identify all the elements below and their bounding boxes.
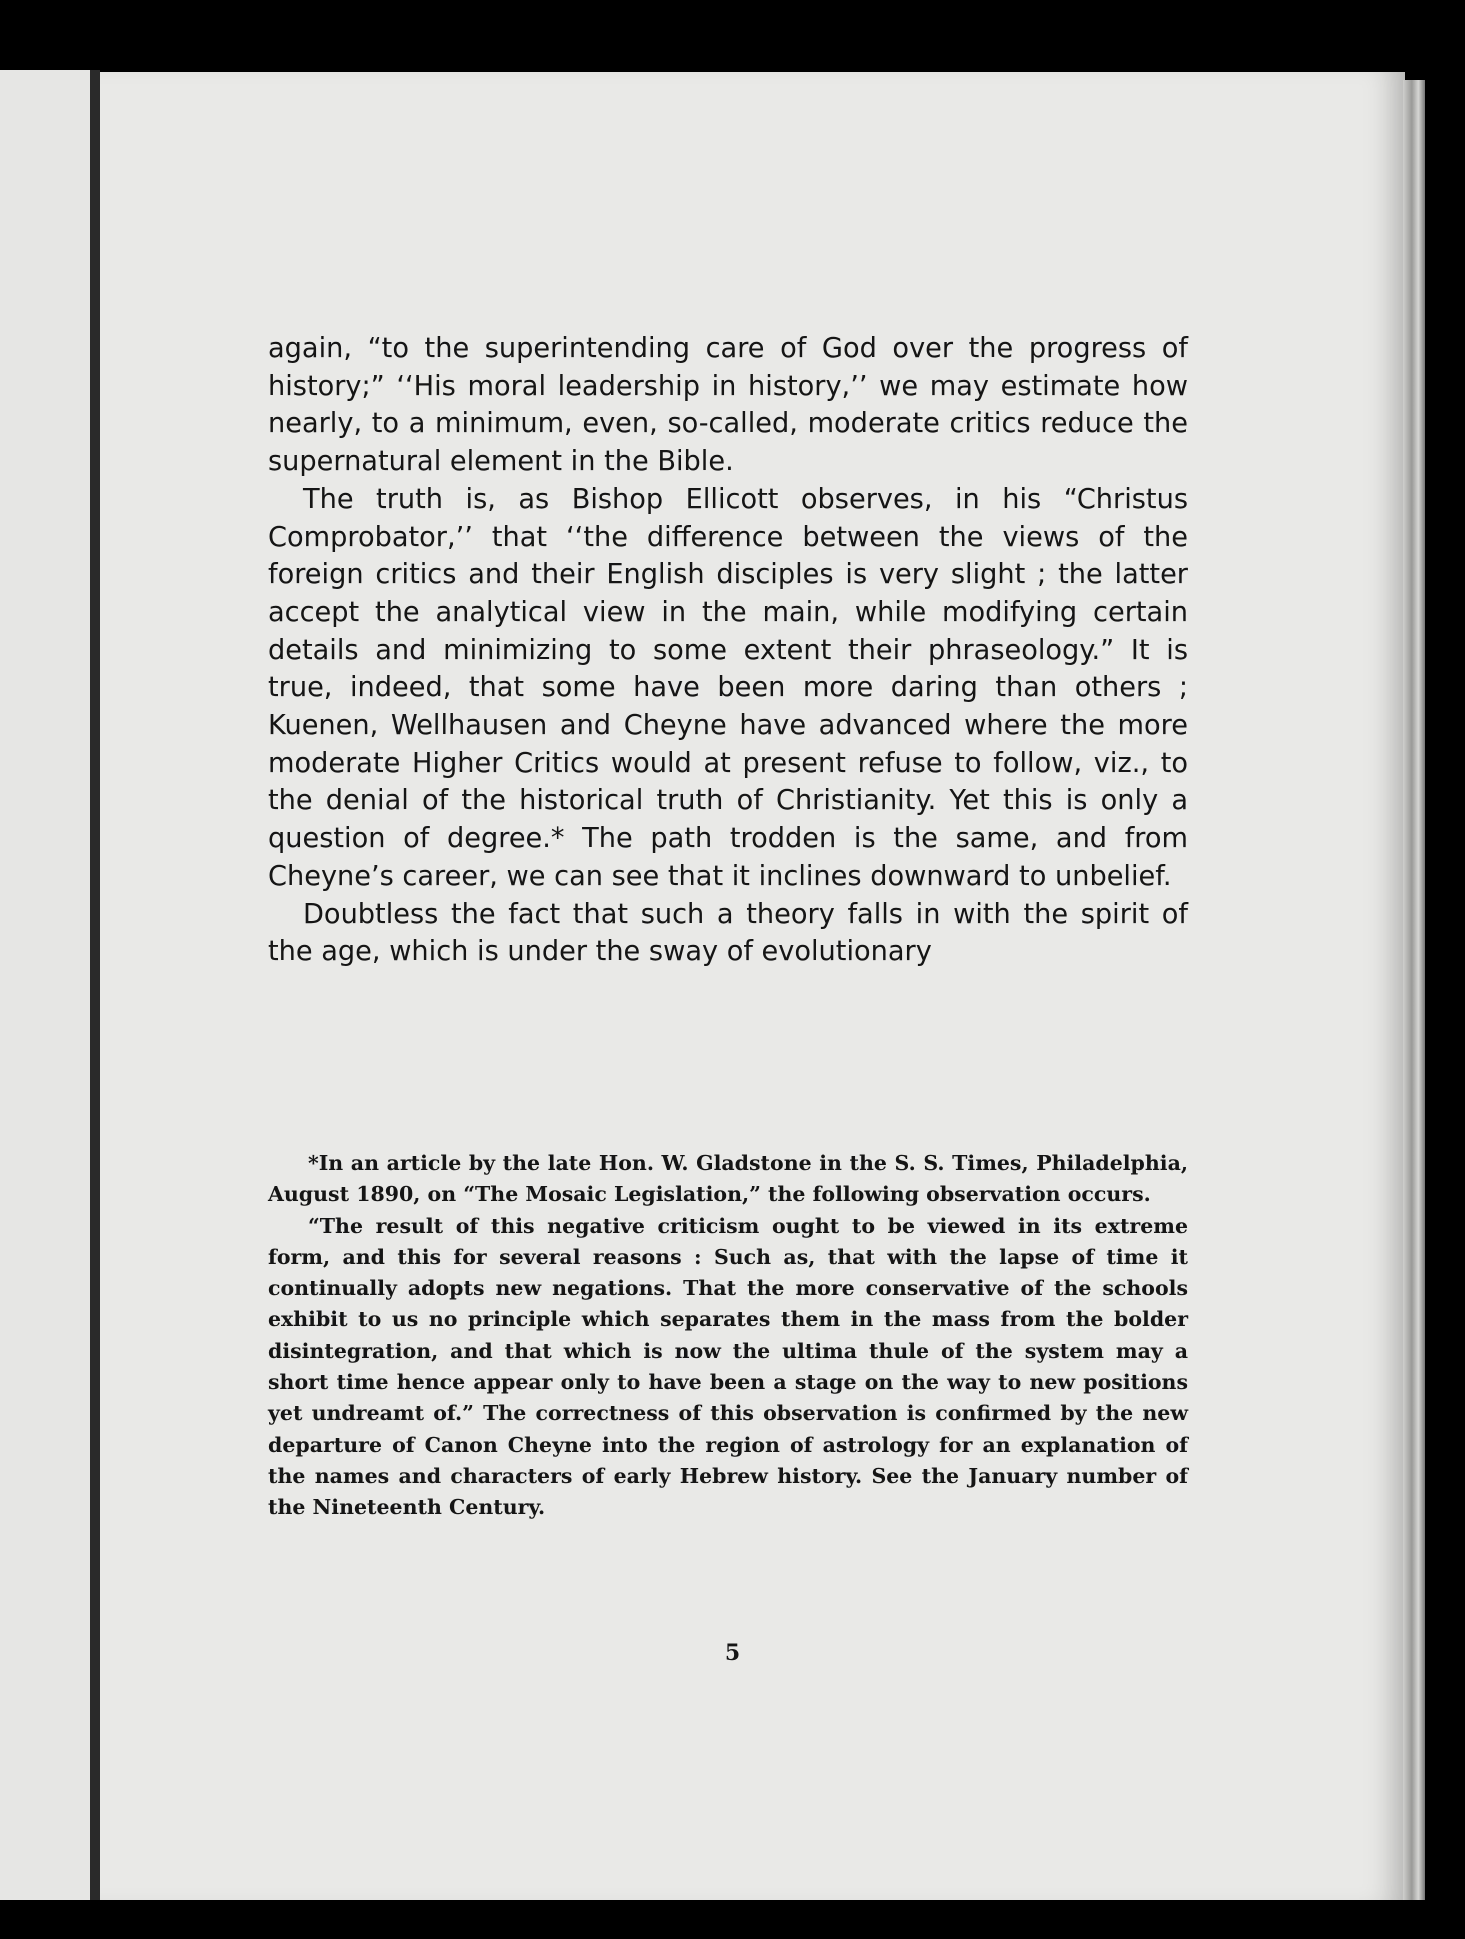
- paragraph: again, “to the superintending care of God over the progress of history;” ‘‘His moral leadership in history,’’ we may estimate how nearly, to a minimum, even, so-called, moderate critics reduce the supernatural element in the Bible.: [268, 333, 1188, 478]
- paragraph: The truth is, as Bishop Ellicott observes, in his “Christus Comprobator,’’ that ‘‘the difference between the views of the foreign critics and their English disciples is very slight ; the latter accept the analytical view in the main, while modifying certain details and minimizing to some extent their phraseology.” It is true, indeed, that some have been more daring than others ; Kuenen, Wellhausen and Cheyne have advanced where the more moderate Higher Critics would at present refuse to follow, viz., to the denial of the historical truth of Christianity. Yet this is only a question of degree.* The path trodden is the same, and from Cheyne’s career, we can see that it inclines downward to unbelief.: [268, 483, 1188, 892]
- paragraph: Doubtless the fact that such a theory falls in with the spirit of the age, which is under the sway of evolutionary: [268, 898, 1188, 968]
- footnote: [268, 1148, 1188, 1524]
- footnote-paragraph: *In an article by the late Hon. W. Gladstone in the S. S. Times, Philadelphia, August 1890, on “The Mosaic Legislation,” the following observation occurs.: [268, 1151, 1188, 1207]
- page-stack-edge: [1403, 80, 1425, 1900]
- main-text: [268, 330, 1188, 971]
- footnote-paragraph: “The result of this negative criticism ought to be viewed in its extreme form, and this for several reasons : Such as, that with the lapse of time it continually adopts new negations. That the more conservative of the schools exhibit to us no principle which separates them in the mass from the bolder disintegration, and that which is now the ultima thule of the system may a short time hence appear only to have been a stage on the way to new positions yet undreamt of.” The correctness of this observation is confirmed by the new departure of Canon Cheyne into the region of astrology for an explanation of the names and characters of early Hebrew history. See the January number of the Nineteenth Century.: [268, 1213, 1188, 1520]
- book-gutter: [90, 70, 100, 1900]
- adjacent-page-edge: [0, 70, 90, 1900]
- page-number: 5: [724, 1640, 741, 1666]
